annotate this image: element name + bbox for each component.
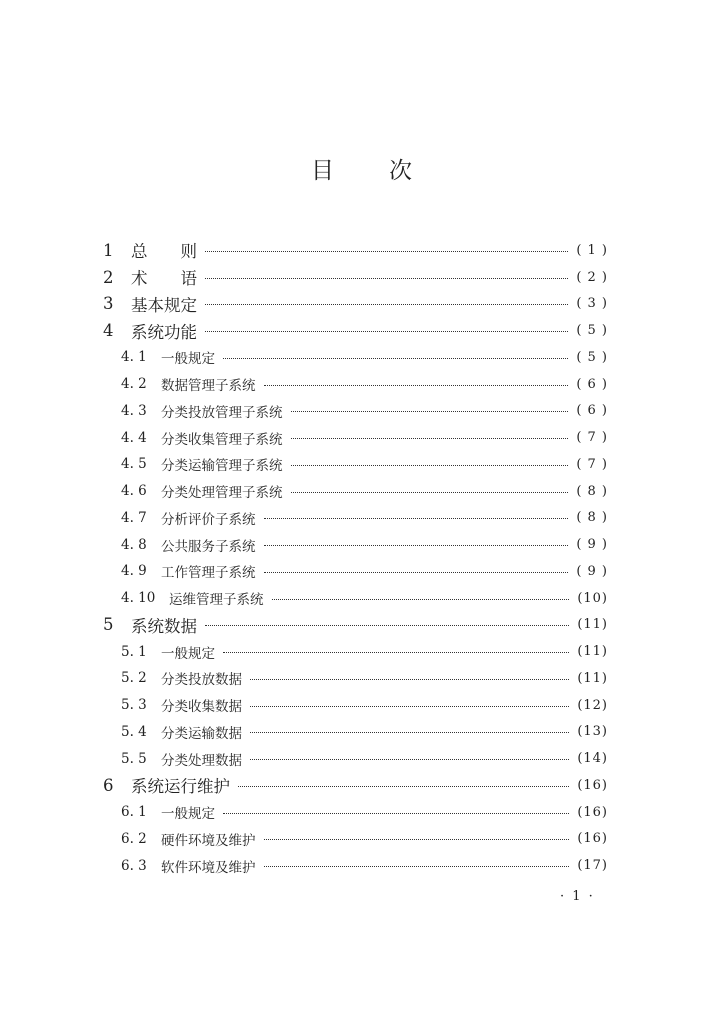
toc-entry-title: 硬件环境及维护: [161, 832, 256, 849]
toc-entry-title: 数据管理子系统: [161, 378, 256, 395]
toc-entry-number: 6. 3: [121, 857, 147, 874]
toc-entry-number: 4. 5: [121, 456, 147, 473]
toc-entry-page: ( 1 ): [576, 242, 608, 258]
toc-entry-number: 5. 2: [121, 670, 147, 687]
dot-leader: [291, 492, 569, 493]
toc-entry[interactable]: [103, 264, 608, 291]
toc-entry[interactable]: [103, 665, 608, 692]
toc-entry-page: (11): [577, 670, 608, 686]
dot-leader: [250, 679, 569, 680]
toc-entry[interactable]: [103, 638, 608, 665]
dot-leader: [205, 625, 569, 626]
toc-entry[interactable]: [103, 585, 608, 612]
dot-leader: [223, 358, 568, 359]
toc-entry-title: 一般规定: [161, 645, 215, 662]
toc-entry-title: 分类收集数据: [161, 699, 242, 716]
toc-entry-number: 4: [103, 321, 114, 341]
toc-entry[interactable]: [103, 371, 608, 398]
title-char-1: 目: [311, 158, 334, 184]
toc-entry[interactable]: [103, 478, 608, 505]
toc-entry[interactable]: [103, 612, 608, 639]
toc-entry-page: (11): [577, 617, 608, 633]
table-of-contents: [103, 237, 608, 879]
dot-leader: [238, 786, 569, 787]
dot-leader: [264, 866, 570, 867]
dot-leader: [250, 732, 569, 733]
toc-entry-number: 5. 4: [121, 723, 147, 740]
toc-entry-title: 系统运行维护: [131, 777, 230, 797]
dot-leader: [205, 331, 568, 332]
dot-leader: [291, 411, 569, 412]
toc-entry-number: 4. 10: [121, 590, 156, 607]
toc-entry-page: ( 7 ): [576, 430, 608, 446]
dot-leader: [291, 438, 569, 439]
toc-entry-title: 系统数据: [131, 616, 197, 636]
dot-leader: [223, 813, 569, 814]
toc-entry-title: 分类投放数据: [161, 672, 242, 689]
toc-entry[interactable]: [103, 237, 608, 264]
dot-leader: [205, 251, 568, 252]
toc-entry-title: 分类处理数据: [161, 752, 242, 769]
toc-entry-page: ( 8 ): [576, 510, 608, 526]
toc-entry-page: (13): [577, 724, 608, 740]
toc-entry-title: 分类收集管理子系统: [161, 431, 283, 448]
toc-entry-page: (16): [577, 831, 608, 847]
toc-entry[interactable]: [103, 531, 608, 558]
toc-entry[interactable]: [103, 424, 608, 451]
page-title: [0, 152, 723, 185]
toc-entry-page: (10): [577, 590, 608, 606]
toc-entry-number: 4. 2: [121, 376, 147, 393]
dot-leader: [264, 545, 569, 546]
dot-leader: [205, 304, 568, 305]
toc-entry-page: ( 2 ): [576, 269, 608, 285]
toc-entry-title: 一般规定: [161, 351, 215, 368]
title-char-2: 次: [389, 158, 412, 184]
toc-entry[interactable]: [103, 772, 608, 799]
toc-entry[interactable]: [103, 745, 608, 772]
dot-leader: [250, 759, 569, 760]
toc-entry-number: 6: [103, 775, 114, 795]
toc-entry-number: 4. 4: [121, 429, 147, 446]
toc-entry-title: 公共服务子系统: [161, 538, 256, 555]
toc-entry-title: 软件环境及维护: [161, 859, 256, 876]
toc-entry[interactable]: [103, 558, 608, 585]
toc-entry-title: 分类运输管理子系统: [161, 458, 283, 475]
toc-entry-page: ( 6 ): [576, 403, 608, 419]
toc-entry-page: (16): [577, 804, 608, 820]
toc-entry-title: 分类处理管理子系统: [161, 485, 283, 502]
toc-entry-page: (11): [577, 644, 608, 660]
toc-entry-number: 6. 1: [121, 804, 147, 821]
dot-leader: [291, 465, 569, 466]
toc-entry-title: 分析评价子系统: [161, 511, 256, 528]
toc-entry-number: 2: [103, 267, 114, 287]
toc-entry-title: 分类投放管理子系统: [161, 404, 283, 421]
toc-entry-title: 基本规定: [131, 295, 197, 315]
toc-entry-number: 3: [103, 294, 114, 314]
toc-entry[interactable]: [103, 398, 608, 425]
toc-entry-number: 4. 1: [121, 349, 147, 366]
toc-entry-page: ( 3 ): [576, 296, 608, 312]
toc-entry-number: 1: [103, 240, 114, 260]
toc-entry-page: ( 9 ): [576, 563, 608, 579]
dot-leader: [250, 706, 569, 707]
dot-leader: [223, 652, 569, 653]
toc-entry-number: 4. 9: [121, 563, 147, 580]
toc-entry-page: ( 9 ): [576, 537, 608, 553]
toc-entry-number: 6. 2: [121, 830, 147, 847]
dot-leader: [264, 572, 569, 573]
toc-entry[interactable]: [103, 344, 608, 371]
toc-entry-page: (14): [577, 751, 608, 767]
dot-leader: [205, 278, 568, 279]
toc-entry[interactable]: [103, 317, 608, 344]
toc-entry-number: 4. 7: [121, 509, 147, 526]
toc-entry[interactable]: [103, 692, 608, 719]
toc-entry-page: ( 7 ): [576, 456, 608, 472]
toc-entry-title: 总 则: [131, 242, 197, 262]
toc-entry[interactable]: [103, 451, 608, 478]
page-number: · 1 ·: [560, 889, 595, 904]
toc-entry-title: 一般规定: [161, 806, 215, 823]
toc-entry-page: (17): [577, 858, 608, 874]
toc-entry-number: 5. 5: [121, 750, 147, 767]
toc-entry-number: 5. 3: [121, 697, 147, 714]
toc-entry-title: 工作管理子系统: [161, 565, 256, 582]
toc-entry-title: 运维管理子系统: [169, 592, 264, 609]
toc-entry-number: 4. 3: [121, 402, 147, 419]
toc-entry-number: 5: [103, 615, 114, 635]
dot-leader: [264, 518, 569, 519]
toc-entry-number: 4. 8: [121, 536, 147, 553]
toc-entry[interactable]: [103, 852, 608, 879]
toc-entry-title: 术 语: [131, 269, 197, 289]
toc-entry[interactable]: [103, 799, 608, 826]
toc-entry-page: ( 8 ): [576, 483, 608, 499]
toc-entry-title: 分类运输数据: [161, 725, 242, 742]
dot-leader: [272, 599, 570, 600]
toc-entry-page: (12): [577, 697, 608, 713]
toc-entry[interactable]: [103, 719, 608, 746]
toc-entry[interactable]: [103, 505, 608, 532]
toc-entry-title: 系统功能: [131, 322, 197, 342]
toc-entry-number: 4. 6: [121, 483, 147, 500]
dot-leader: [264, 385, 569, 386]
toc-entry-page: (16): [577, 777, 608, 793]
toc-entry[interactable]: [103, 291, 608, 318]
toc-entry-page: ( 5 ): [576, 323, 608, 339]
toc-entry-page: ( 6 ): [576, 376, 608, 392]
toc-entry-number: 5. 1: [121, 643, 147, 660]
toc-entry[interactable]: [103, 826, 608, 853]
toc-entry-page: ( 5 ): [576, 349, 608, 365]
dot-leader: [264, 839, 570, 840]
